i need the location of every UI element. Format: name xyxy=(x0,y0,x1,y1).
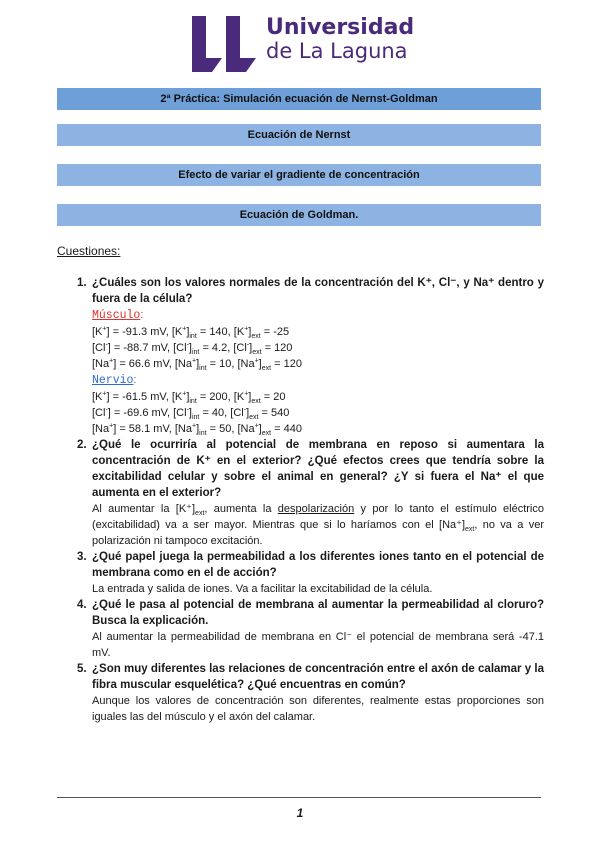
page-number: 1 xyxy=(296,806,304,820)
nervio-na-line: [Na+] = 58.1 mV, $[Na^+]_{int} = 50$, $[Na^+]_{ext} = 440$ xyxy=(92,422,302,438)
answer-4: Al aumentar la permeabilidad de membrana en Cl⁻ el potencial de membrana será -47.1 mV. xyxy=(92,631,544,659)
question-5 xyxy=(57,661,544,725)
answer-text: y por lo tanto el estímulo eléctrico (excitabilidad) va a ser mayor. Mientras que si lo haríamos con el [Na⁺] xyxy=(92,503,544,531)
answer-2 xyxy=(92,501,544,549)
musculo-na-line: [Na+] = 66.6 mV, $[Na^+]_{int} = 10$, $[Na^+]_{ext} = 120$ xyxy=(92,357,302,373)
question-text: ¿Cuáles son los valores normales de la concentración del K⁺, Cl⁻, y Na⁺ dentro y fuera de la célula? xyxy=(92,277,544,305)
answer-sub: ext xyxy=(465,526,475,534)
musculo-label: Músculo xyxy=(92,309,141,322)
question-number: 3. xyxy=(77,551,87,563)
question-4 xyxy=(57,597,544,661)
questions-list xyxy=(57,275,544,725)
nervio-label: Nervio xyxy=(92,374,134,387)
footer-divider xyxy=(57,797,541,798)
musculo-k-line: [K+] = -91.3 mV, $[K^+]_{int} = 140$, $[K^+]_{ext} = -25$ xyxy=(92,325,290,341)
question-number: 1. xyxy=(77,277,87,289)
question-text: ¿Qué le pasa al potencial de membrana al aumentar la permeabilidad al cloruro? Busca la explicación. xyxy=(92,599,544,627)
section-bar-gradient: Efecto de variar el gradiente de concentración xyxy=(57,164,541,186)
section-bar-goldman: Ecuación de Goldman. xyxy=(57,204,541,226)
question-2 xyxy=(57,437,544,549)
question-text: ¿Qué papel juega la permeabilidad a los diferentes iones tanto en el potencial de membrana como en el de acción? xyxy=(92,551,544,579)
practice-title-bar: 2ª Práctica: Simulación ecuación de Nernst-Goldman xyxy=(57,88,541,110)
question-3 xyxy=(57,549,544,597)
university-name xyxy=(266,16,414,63)
cuestiones-heading: Cuestiones: xyxy=(57,244,121,258)
answer-underlined-term: despolarización xyxy=(277,503,355,515)
answer-1: Músculo: [K+] = -91.3 mV, $[K^+]_{int} = 140$, $[K^+]_{ext} = -25$ [Cl-] = -88.7 mV, $[Cl^-]_{int} = 4.2$, $[Cl^-]_{ext} = 120$ [Na+] = 66.6 mV, $[Na^+]_{int} = 10$, $[Na^+]_{ext} = 120$ Nervio: [K+] = -61.5 mV, $[K^+]_{int} = 200$, $[K^+]_{ext} = 20$ [Cl-] = -69.6 mV, $[Cl^-]_{int} = 40$, $[Cl^-]_{ext} = 540$ [Na+] = 58.1 mV, $[Na^+]_{int} = 50$, $[Na^+]_{ext} = 440$ xyxy=(92,307,544,437)
question-number: 2. xyxy=(77,439,87,451)
musculo-cl-line: [Cl-] = -88.7 mV, $[Cl^-]_{int} = 4.2$, $[Cl^-]_{ext} = 120$ xyxy=(92,341,293,357)
question-number: 4. xyxy=(77,599,87,611)
university-name-line1: Universidad xyxy=(266,15,415,40)
question-text: ¿Qué le ocurriría al potencial de membrana en reposo si aumentara la concentración de K⁺ en el exterior? ¿Qué efectos crees que tendría sobre la excitabilidad celular y sobre el animal en general? ¿Y si fuera el Na⁺ el que aumenta en el exterior? xyxy=(92,439,544,499)
nervio-cl-line: [Cl-] = -69.6 mV, $[Cl^-]_{int} = 40$, $[Cl^-]_{ext} = 540$ xyxy=(92,406,290,422)
question-text: ¿Son muy diferentes las relaciones de concentración entre el axón de calamar y la fibra muscular esquelética? ¿Qué encuentras en común? xyxy=(92,663,544,691)
answer-text: Al aumentar la [K⁺] xyxy=(92,503,196,515)
question-1 xyxy=(57,275,544,437)
answer-text: , aumenta la xyxy=(204,503,278,515)
section-bar-nernst: Ecuación de Nernst xyxy=(57,124,541,146)
university-name-line2: de La Laguna xyxy=(266,39,408,64)
answer-3: La entrada y salida de iones. Va a facilitar la excitabilidad de la célula. xyxy=(92,583,433,595)
answer-text: , no va a ver polarización ni tampoco excitación. xyxy=(92,519,544,547)
nervio-k-line: [K+] = -61.5 mV, $[K^+]_{int} = 200$, $[K^+]_{ext} = 20$ xyxy=(92,390,286,406)
answer-sub: ext xyxy=(195,510,205,518)
answer-5: Aunque los valores de concentración son diferentes, realmente estas proporciones son iguales las del músculo y el axón del calamar. xyxy=(92,695,544,723)
question-number: 5. xyxy=(77,663,87,675)
